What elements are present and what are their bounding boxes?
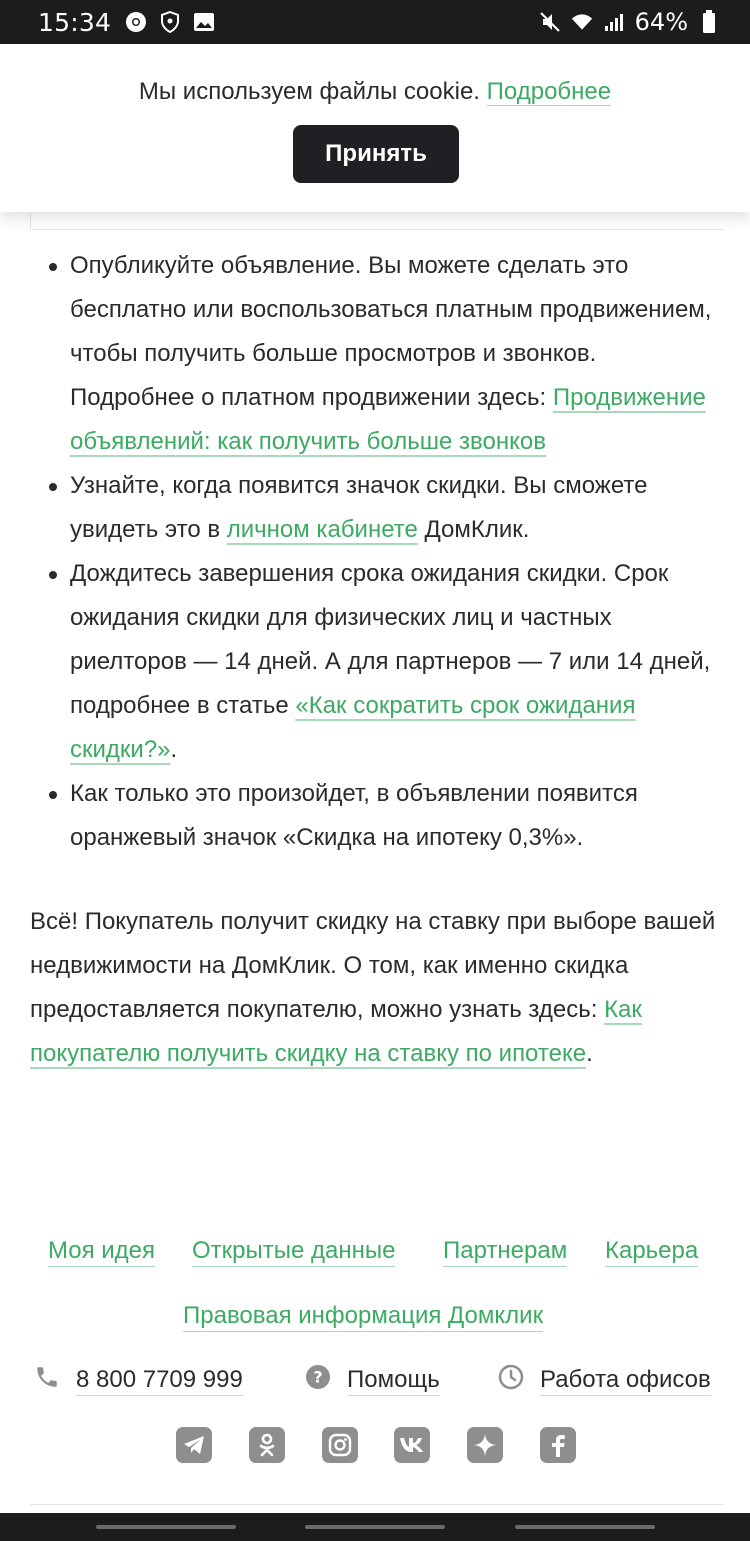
- article-body: [0, 244, 750, 1076]
- shield-icon: [159, 11, 181, 33]
- offices-label: Работа офисов: [540, 1365, 711, 1396]
- battery-percent: 64%: [634, 8, 688, 36]
- mute-icon: [539, 11, 561, 33]
- footer-link-partners[interactable]: Партнерам: [443, 1236, 567, 1267]
- list-item: Опубликуйте объявление. Вы можете сделать это бесплатно или воспользоваться платным продвижением, чтобы получить больше просмотров и звонков. Подробнее о платном продвижении здесь: Продвижение объявлений: как получить больше звонков: [70, 244, 724, 464]
- footer-link-open-data[interactable]: Открытые данные: [192, 1236, 395, 1267]
- divider: [30, 229, 724, 230]
- divider: [30, 212, 31, 230]
- promotion-link[interactable]: Продвижение объявлений: как получить больше звонков: [70, 384, 706, 455]
- divider: [30, 1504, 724, 1505]
- phone-contact[interactable]: [34, 1364, 243, 1397]
- cookie-text-row: [0, 78, 750, 106]
- image-icon: [193, 11, 215, 33]
- cookie-more-link[interactable]: Подробнее: [486, 78, 612, 105]
- instagram-icon[interactable]: [322, 1427, 358, 1463]
- help-label: Помощь: [347, 1365, 440, 1396]
- cookie-text: Мы используем файлы cookie.: [138, 78, 480, 105]
- footer-link-my-idea[interactable]: Моя идея: [48, 1236, 155, 1267]
- odnoklassniki-icon[interactable]: [249, 1427, 285, 1463]
- signal-icon: [603, 11, 625, 33]
- help-icon: [305, 1364, 331, 1397]
- home-button[interactable]: [305, 1525, 445, 1529]
- buyer-discount-link[interactable]: Как покупателю получить скидку на ставку по ипотеке: [30, 996, 642, 1067]
- personal-account-link[interactable]: личном кабинете: [226, 516, 418, 543]
- list-item: Узнайте, когда появится значок скидки. Вы сможете увидеть это в личном кабинете ДомКлик.: [70, 464, 724, 552]
- chrome-icon: [125, 11, 147, 33]
- steps-list: [0, 244, 750, 860]
- status-bar: [0, 0, 750, 44]
- help-contact[interactable]: [305, 1364, 440, 1397]
- recent-apps-button[interactable]: [96, 1525, 236, 1529]
- phone-number: 8 800 7709 999: [76, 1365, 243, 1396]
- svg-text:?: ?: [313, 1367, 323, 1387]
- zen-icon[interactable]: [467, 1427, 503, 1463]
- clock-icon: [498, 1364, 524, 1397]
- system-navigation-bar: [0, 1513, 750, 1541]
- facebook-icon[interactable]: [540, 1427, 576, 1463]
- telegram-icon[interactable]: [176, 1427, 212, 1463]
- cookie-banner: [0, 44, 750, 212]
- shorten-wait-link[interactable]: «Как сократить срок ожидания скидки?»: [70, 692, 636, 763]
- list-item: Как только это произойдет, в объявлении появится оранжевый значок «Скидка на ипотеку 0,3%».: [70, 772, 724, 860]
- footer-link-legal[interactable]: Правовая информация Домклик: [183, 1301, 543, 1332]
- list-item: Дождитесь завершения срока ожидания скидки. Срок ожидания скидки для физических лиц и частных риелторов — 14 дней. А для партнеров — 7 или 14 дней, подробнее в статье «Как сократить срок ожидания скидки?».: [70, 552, 724, 772]
- vk-icon[interactable]: [394, 1427, 430, 1463]
- battery-icon: [698, 11, 720, 33]
- offices-contact[interactable]: [498, 1364, 711, 1397]
- accept-cookies-button[interactable]: Принять: [293, 125, 459, 183]
- status-time: 15:34: [38, 7, 112, 37]
- phone-icon: [34, 1364, 60, 1397]
- footer-contacts: [0, 1362, 750, 1402]
- conclusion-paragraph: Всё! Покупатель получит скидку на ставку при выборе вашей недвижимости на ДомКлик. О том, как именно скидка предоставляется покупателю, можно узнать здесь: Как покупателю получить скидку на ставку по ипотеке.: [30, 908, 716, 1067]
- footer-link-career[interactable]: Карьера: [605, 1236, 698, 1267]
- wifi-icon: [571, 11, 593, 33]
- back-button[interactable]: [515, 1525, 655, 1529]
